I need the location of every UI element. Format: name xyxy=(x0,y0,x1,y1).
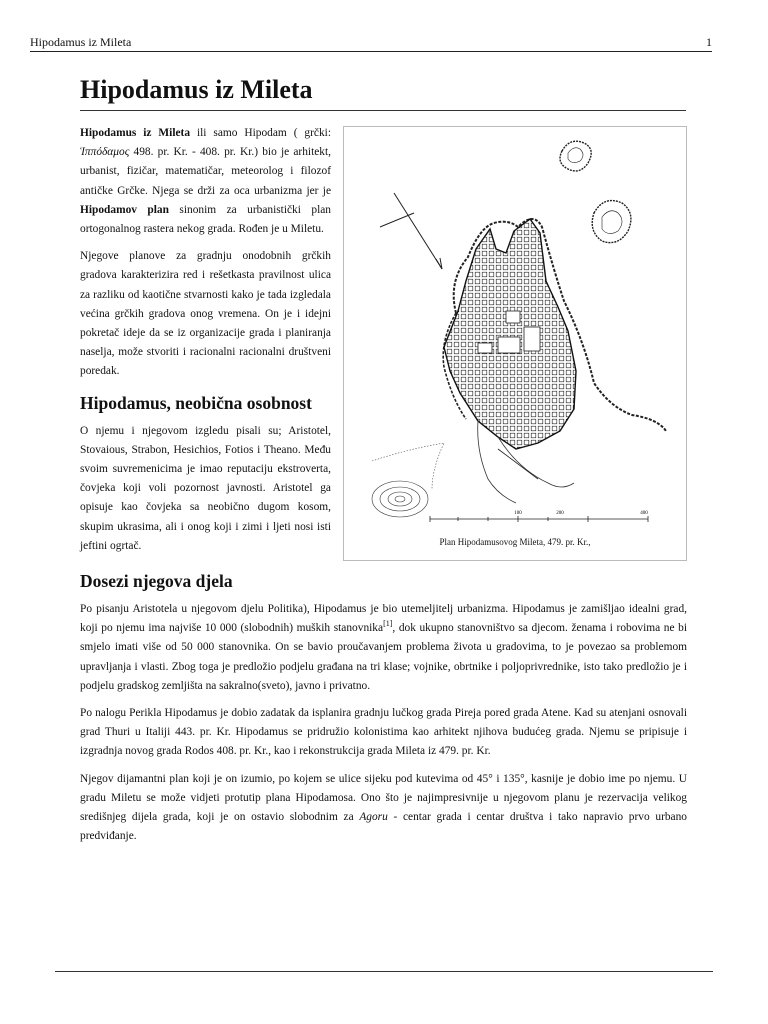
achievements-paragraph-1: Po pisanju Aristotela u njegovom djelu Politika), Hipodamus je bio utemeljitelj urbanizma. Hipodamus je zamišljao idealni grad, koji po njemu ima najviše 10 000 (slobodnih) muških stanovnika[1], dok ukupno stanovništvo sa djecom. ženama i robovima ne bi smjelo imati više od 50 000 stanovnika. On se bavio proučavanjem problema života u gradovima, to je povezao sa problemom upravljanja i vlasti. Zbog toga je predložio podjelu građana na tri klase; vojnike, obrtnike i poljoprivrednike, isto tako predložio je i podjelu gradskog zemljišta na sakralno(sveto), javno i privatno. xyxy=(80,603,687,692)
achievements-paragraph-3: Njegov dijamantni plan koji je on izumio, po kojem se ulice sijeku pod kutevima od 45° i 135°, kasnije je dobio ime po njemu. U gradu Miletu se može vidjeti protutip plana Hipodamosa. Ono što je najimpresivnije u njegovom planu je rezervacija velikog središnjeg dijela grada, koji je on ostavio slobodnim za Agoru - centar grada i centar društva i tako napravio prvo urbano predviđanje. xyxy=(80,772,688,843)
page-title: Hipodamus iz Mileta xyxy=(80,72,686,111)
hill xyxy=(372,481,428,517)
intro-paragraph-1: Hipodamus iz Mileta ili samo Hipodam ( grčki: Ἱππόδαμος 498. pr. Kr. - 408. pr. Kr.) bio je arhitekt, urbanist, fizičar, matematičar, meteorolog i filozof antičke Grčke. Njega se drži za oca urbanizma jer je Hipodamov plan sinonim za urbanistički plan ortogonalnog rastera nekog grada. Rođen je u Miletu. xyxy=(80,127,331,236)
scale-label-400: 400 xyxy=(640,511,648,516)
personality-paragraph: O njemu i njegovom izgledu pisali su; Aristotel, Stovaious, Strabon, Hesichios, Fotios i Theano. Među svoim suvremenicima je imao reputaciju ekstroverta, čovjeka koji voli pozornost javnosti. Aristotel ga opisuje kao čovjeka sa neobično dugom kosom, skupim ukrasima, ali i onog koji i zimi i ljeti nosi isti jeftini ogrtač. xyxy=(80,424,331,552)
scale-label-200: 200 xyxy=(556,511,564,516)
page-number: 1 xyxy=(706,35,712,49)
reference-link[interactable]: [1] xyxy=(383,619,393,629)
north-arrow xyxy=(380,193,442,269)
agora-term: Agoru xyxy=(359,811,388,824)
subject-name: Hipodamus iz Mileta xyxy=(80,127,191,139)
scale-bar xyxy=(430,516,648,522)
achievements-paragraph-2: Po nalogu Perikla Hipodamus je dobio zadatak da isplanira gradnju lučkog grada Pireja pored grada Atene. Kad su atenjani osnovali grad Thuri u Italiji 443. pr. Kr. Hipodamus se pridružio kolonistima kao arhitekt njihova budućeg grada. Njemu se pripisuje i izgradnja novog grada Rodos 408. pr. Kr., kao i rekonstrukcija grada Mileta iz 479. pr. Kr. xyxy=(80,707,687,758)
miletus-plan-image xyxy=(348,131,682,531)
scale-label-100: 100 xyxy=(514,511,522,516)
city-grid xyxy=(438,216,583,456)
figure-miletus-plan[interactable] xyxy=(343,126,687,561)
section-heading-personality: Hipodamus, neobična osobnost xyxy=(80,392,312,413)
section-heading-achievements: Dosezi njegova djela xyxy=(80,571,233,592)
greek-name: Ἱππόδαμος xyxy=(80,146,130,159)
islands xyxy=(560,141,631,242)
footer-rule xyxy=(55,971,713,972)
plan-term: Hipodamov plan xyxy=(80,203,169,216)
article-body xyxy=(80,124,687,855)
figure-caption: Plan Hipodamusovog Mileta, 479. pr. Kr., xyxy=(439,537,591,547)
running-title: Hipodamus iz Mileta xyxy=(30,35,132,49)
running-header xyxy=(30,35,712,52)
intro-paragraph-2: Njegove planove za gradnju onodobnih grčkih gradova karakterizira red i rešetkasta pravilnost ulica za razliku od kaotične stvarnosti kako je tada izgledala većina grčkih gradova onog vremena. On je i idejni pokretač ideje da se iz organizacije grada i planiranja naselja, može stvoriti i racionalni racionalni društveni poredak. xyxy=(80,250,331,378)
